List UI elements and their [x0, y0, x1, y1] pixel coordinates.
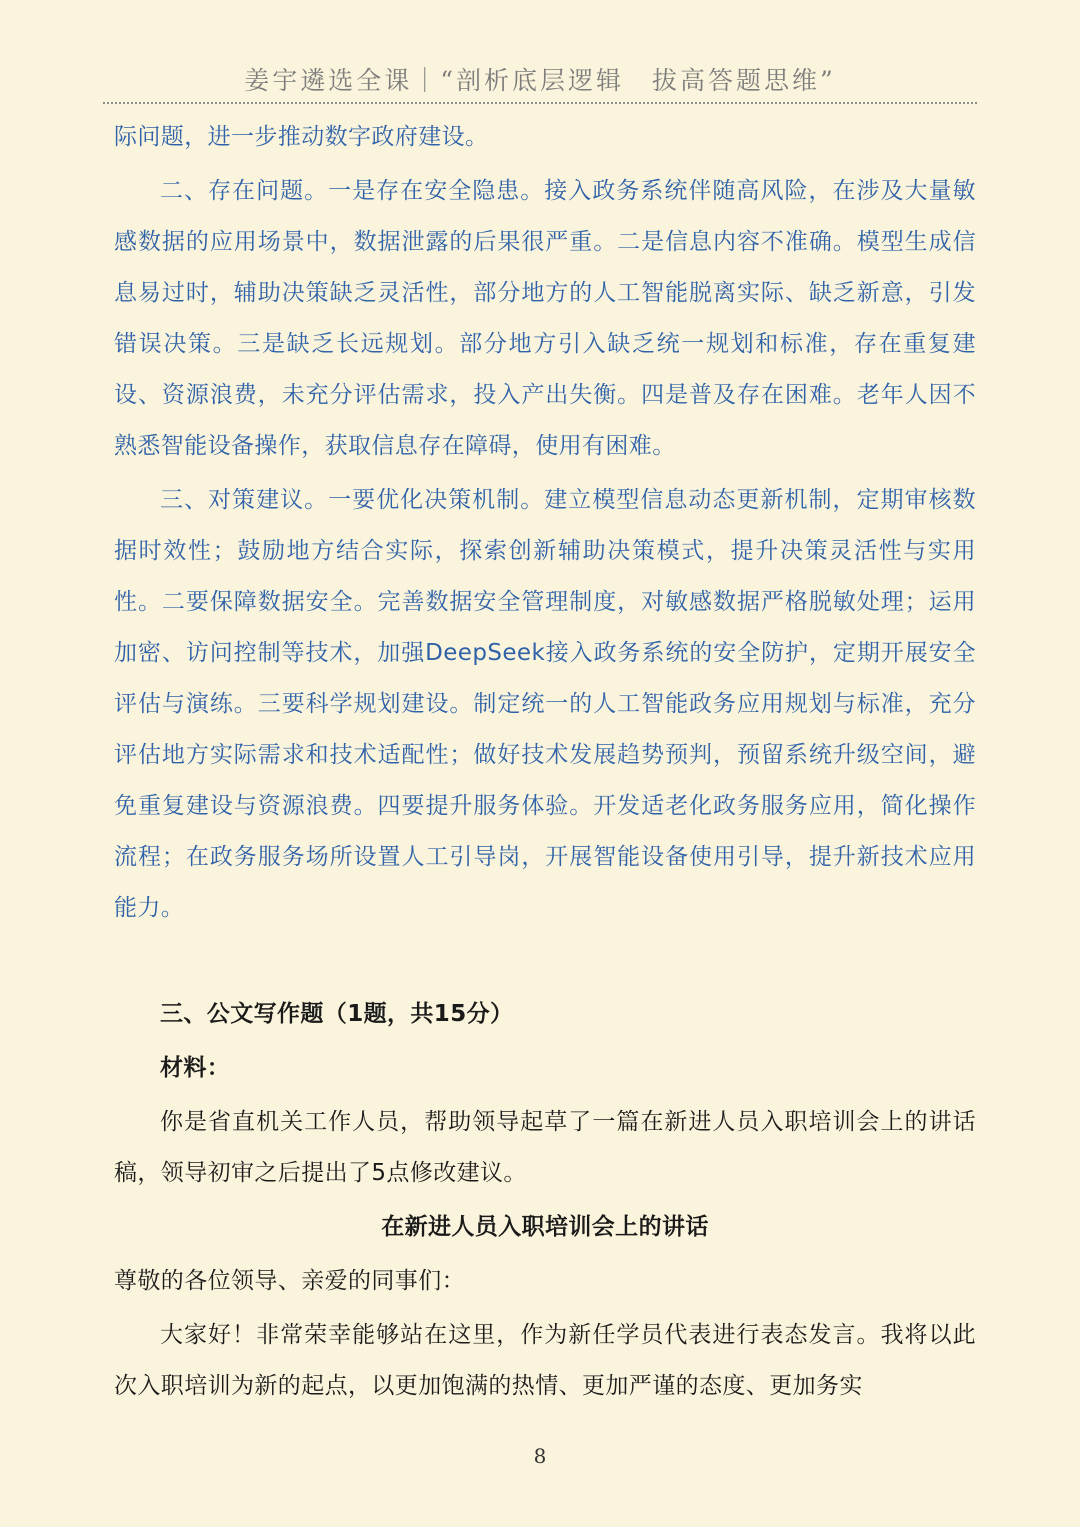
answer-paragraph-suggestions: 三、对策建议。一要优化决策机制。建立模型信息动态更新机制，定期审核数据时效性；鼓励地方结合实际，探索创新辅助决策模式，提升决策灵活性与实用性。二要保障数据安全。完善数据安全管理制度，对敏感数据严格脱敏处理；运用加密、访问控制等技术，加强DeepSeek接入政务系统的安全防护，定期开展安全评估与演练。三要科学规划建设。制定统一的人工智能政务应用规划与标准，充分评估地方实际需求和技术适配性；做好技术发展趋势预判，预留系统升级空间，避免重复建设与资源浪费。四要提升服务体验。开发适老化政务服务应用，简化操作流程；在政务服务场所设置人工引导岗，开展智能设备使用引导，提升新技术应用能力。: [114, 487, 976, 921]
material-label: 材料：: [160, 1055, 231, 1081]
answer-paragraph-problems: 二、存在问题。一是存在安全隐患。接入政务系统伴随高风险，在涉及大量敏感数据的应用场景中，数据泄露的后果很严重。二是信息内容不准确。模型生成信息易过时，辅助决策缺乏灵活性，部分地方的人工智能脱离实际、缺乏新意，引发错误决策。三是缺乏长远规划。部分地方引入缺乏统一规划和标准，存在重复建设、资源浪费，未充分评估需求，投入产出失衡。四是普及存在困难。老年人因不熟悉智能设备操作，获取信息存在障碍，使用有困难。: [114, 178, 976, 459]
speech-paragraph: 大家好！非常荣幸能够站在这里，作为新任学员代表进行表态发言。我将以此次入职培训为新的起点，以更加饱满的热情、更加严谨的态度、更加务实: [114, 1322, 976, 1399]
speech-title: 在新进人员入职培训会上的讲话: [381, 1214, 709, 1240]
page-number: 8: [533, 1444, 547, 1468]
salutation: 尊敬的各位领导、亲爱的同事们：: [114, 1268, 465, 1294]
header-divider: [103, 102, 977, 104]
section-heading: 三、公文写作题（1题，共15分）: [160, 1001, 514, 1027]
answer-paragraph-continuation: 际问题，进一步推动数字政府建设。: [114, 124, 489, 150]
material-paragraph: 你是省直机关工作人员，帮助领导起草了一篇在新进人员入职培训会上的讲话稿，领导初审之后提出了5点修改建议。: [114, 1109, 976, 1186]
document-body: [114, 112, 976, 1412]
page-header: 姜宇遴选全课｜“剖析底层逻辑 拔高答题思维”: [244, 66, 836, 95]
